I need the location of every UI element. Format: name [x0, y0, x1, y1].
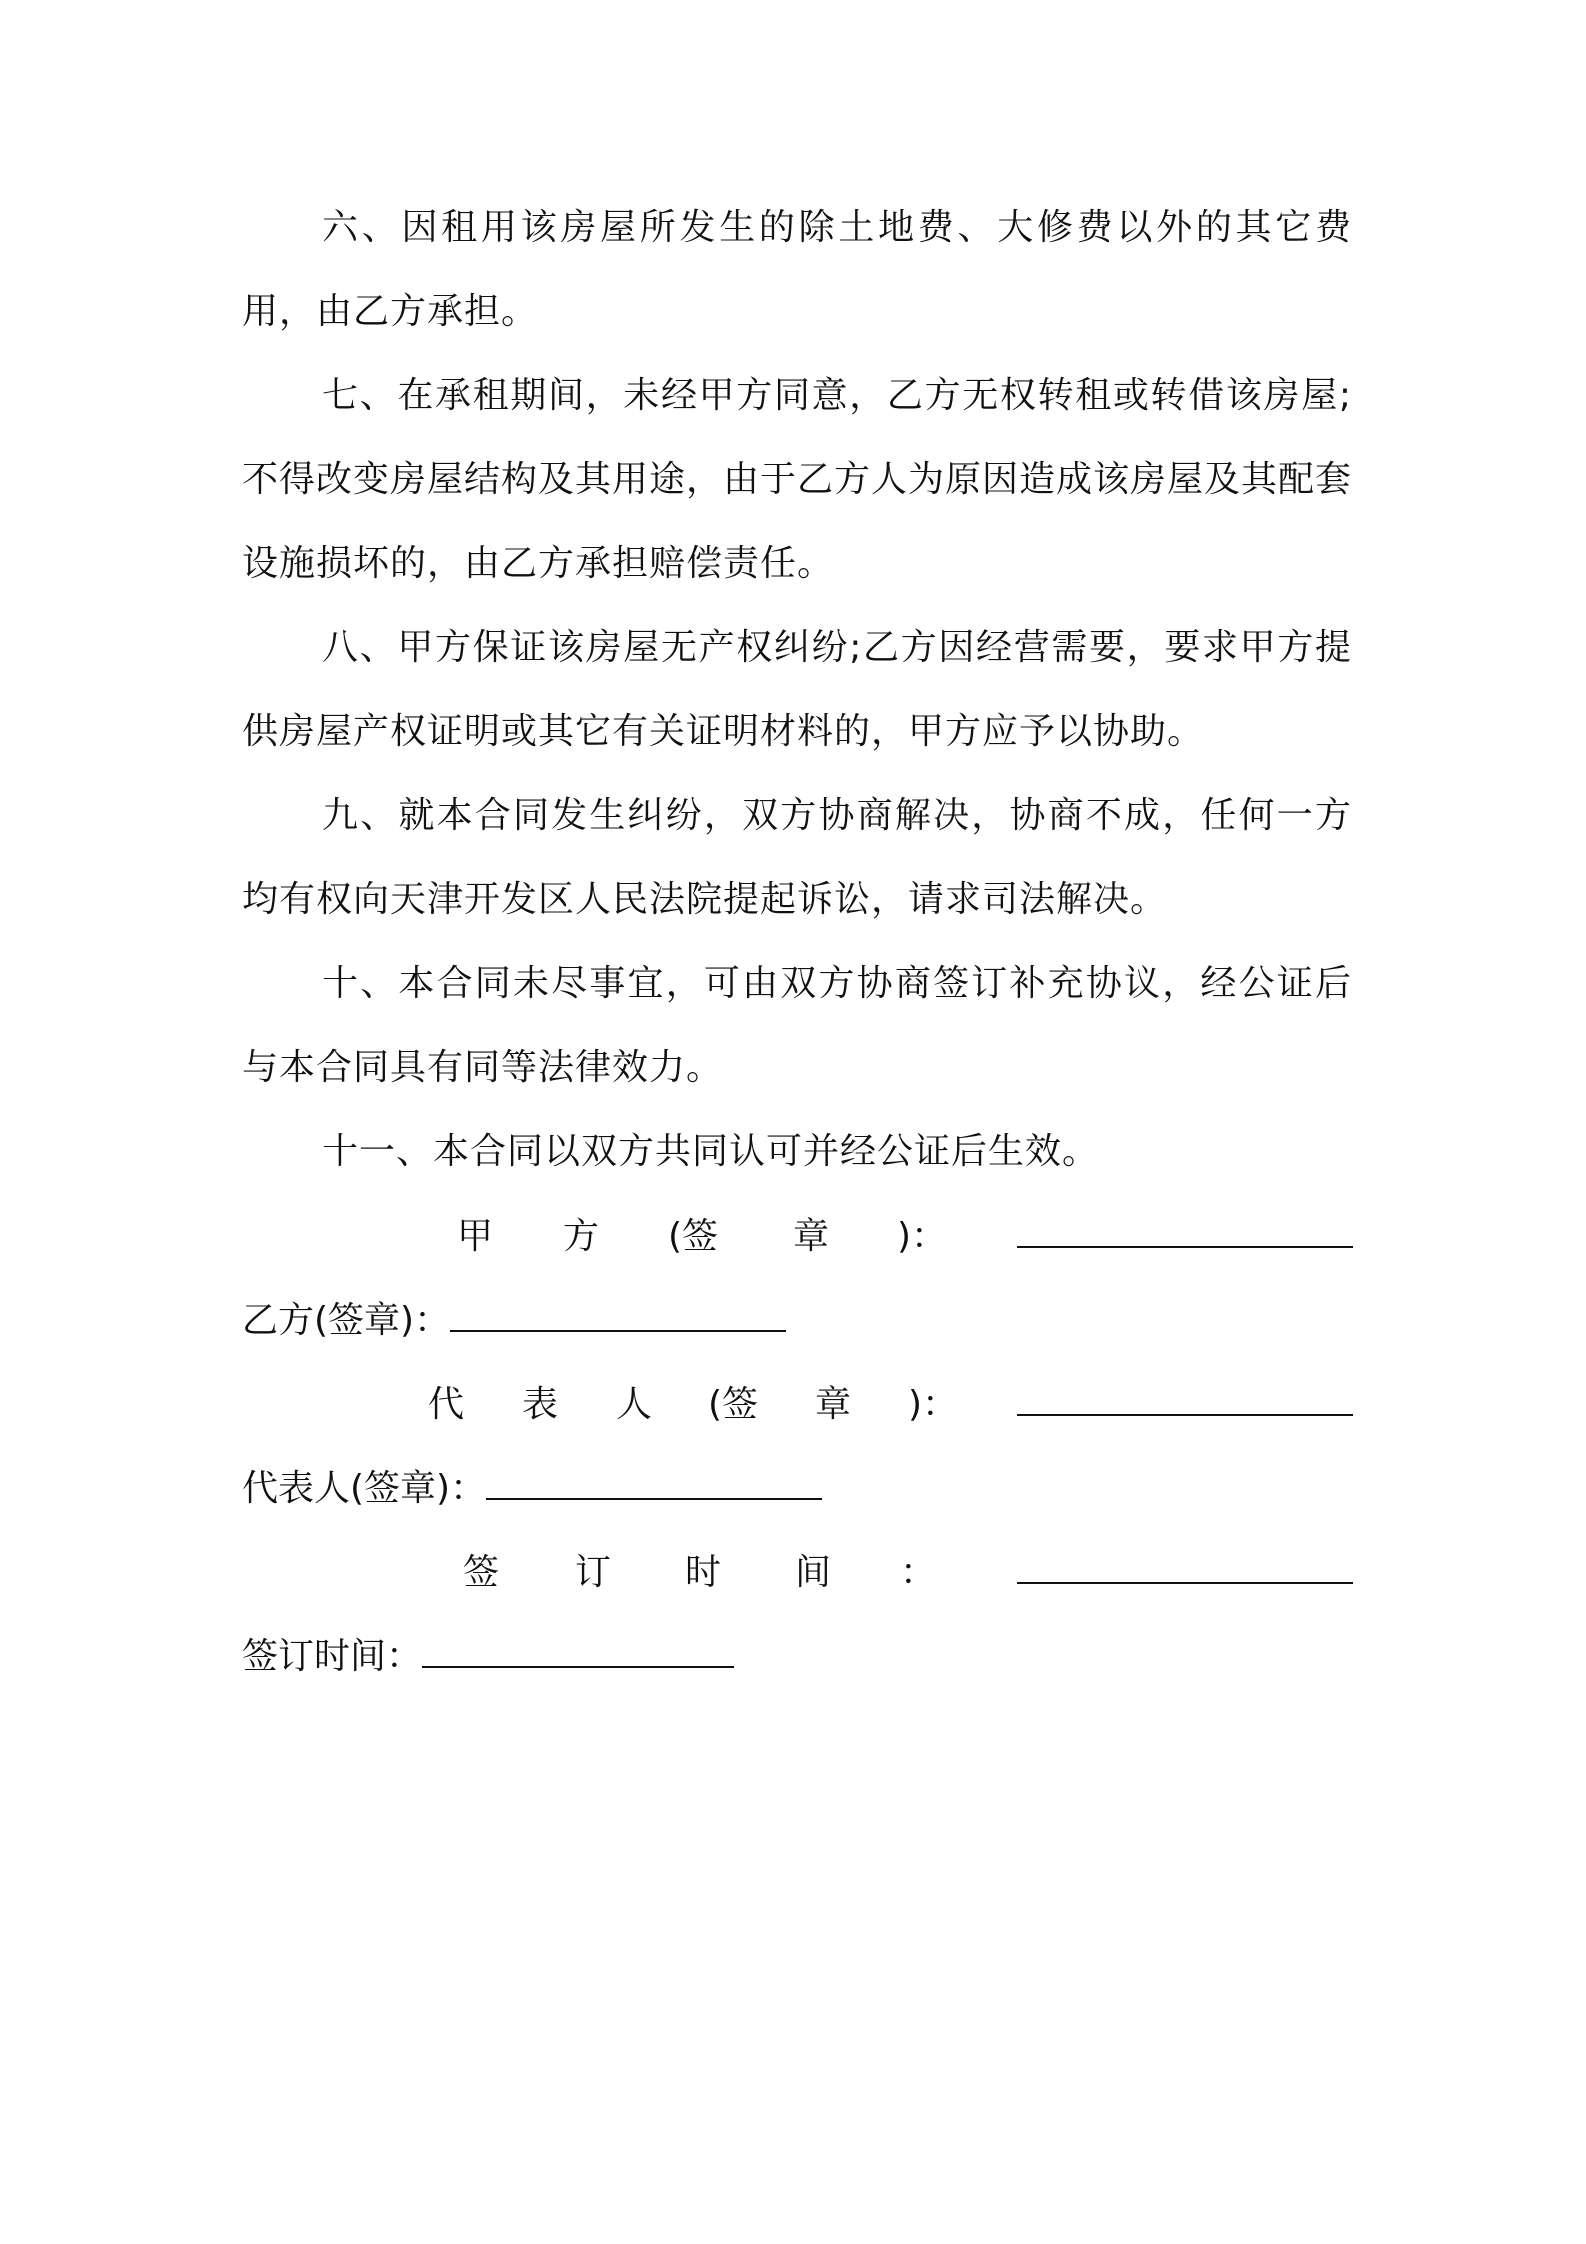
party-b-signature-line: [242, 1279, 786, 1363]
clause-9: 九、就本合同发生纠纷，双方协商解决，协商不成，任何一方均有权向天津开发区人民法院提起诉讼，请求司法解决。: [242, 795, 1352, 920]
party-a-char-5: )：: [897, 1216, 948, 1257]
rep-a-char-3: 人: [616, 1384, 653, 1425]
date-b-line: [242, 1615, 734, 1699]
party-a-char-2: 方: [563, 1216, 600, 1257]
date-b-label: 签订时间：: [242, 1636, 423, 1677]
date-a-char-4: 间: [795, 1552, 832, 1593]
rep-b-signature-blank: [486, 1464, 822, 1500]
party-a-signature-line: [0, 1195, 1586, 1279]
clause-6: 六、因租用该房屋所发生的除土地费、大修费以外的其它费用，由乙方承担。: [242, 207, 1352, 332]
party-b-label: 乙方(签章)：: [242, 1300, 451, 1341]
date-a-char-5: ：: [900, 1552, 937, 1593]
clause-7: 七、在承租期间，未经甲方同意，乙方无权转租或转借该房屋;不得改变房屋结构及其用途，由于乙方人为原因造成该房屋及其配套设施损坏的，由乙方承担赔偿责任。: [242, 375, 1353, 584]
date-a-char-1: 签: [463, 1552, 500, 1593]
rep-b-signature-line: [242, 1447, 822, 1531]
date-a-char-2: 订: [575, 1552, 612, 1593]
date-b-blank: [422, 1632, 734, 1668]
rep-a-char-5: 章: [815, 1384, 852, 1425]
party-a-signature-blank: [1017, 1195, 1353, 1279]
rep-b-label: 代表人(签章)：: [242, 1468, 487, 1509]
party-a-char-4: 章: [793, 1216, 830, 1257]
rep-a-char-2: 表: [522, 1384, 559, 1425]
date-a-char-3: 时: [685, 1552, 722, 1593]
party-b-signature-blank: [450, 1296, 786, 1332]
clause-11: 十一、本合同以双方共同认可并经公证后生效。: [322, 1131, 1100, 1172]
contract-clauses: [242, 186, 1352, 1194]
rep-a-char-6: )：: [908, 1384, 959, 1425]
date-a-blank: [1017, 1531, 1353, 1615]
rep-a-signature-line: [0, 1363, 1586, 1447]
rep-a-char-1: 代: [428, 1384, 465, 1425]
rep-a-char-4: (签: [708, 1384, 759, 1425]
party-a-char-1: 甲: [457, 1216, 494, 1257]
date-a-line: [0, 1531, 1586, 1615]
rep-a-signature-blank: [1017, 1363, 1353, 1447]
party-a-char-3: (签: [668, 1216, 719, 1257]
clause-10: 十、本合同未尽事宜，可由双方协商签订补充协议，经公证后与本合同具有同等法律效力。: [242, 963, 1352, 1088]
clause-8: 八、甲方保证该房屋无产权纠纷;乙方因经营需要，要求甲方提供房屋产权证明或其它有关证明材料的，甲方应予以协助。: [242, 627, 1352, 752]
